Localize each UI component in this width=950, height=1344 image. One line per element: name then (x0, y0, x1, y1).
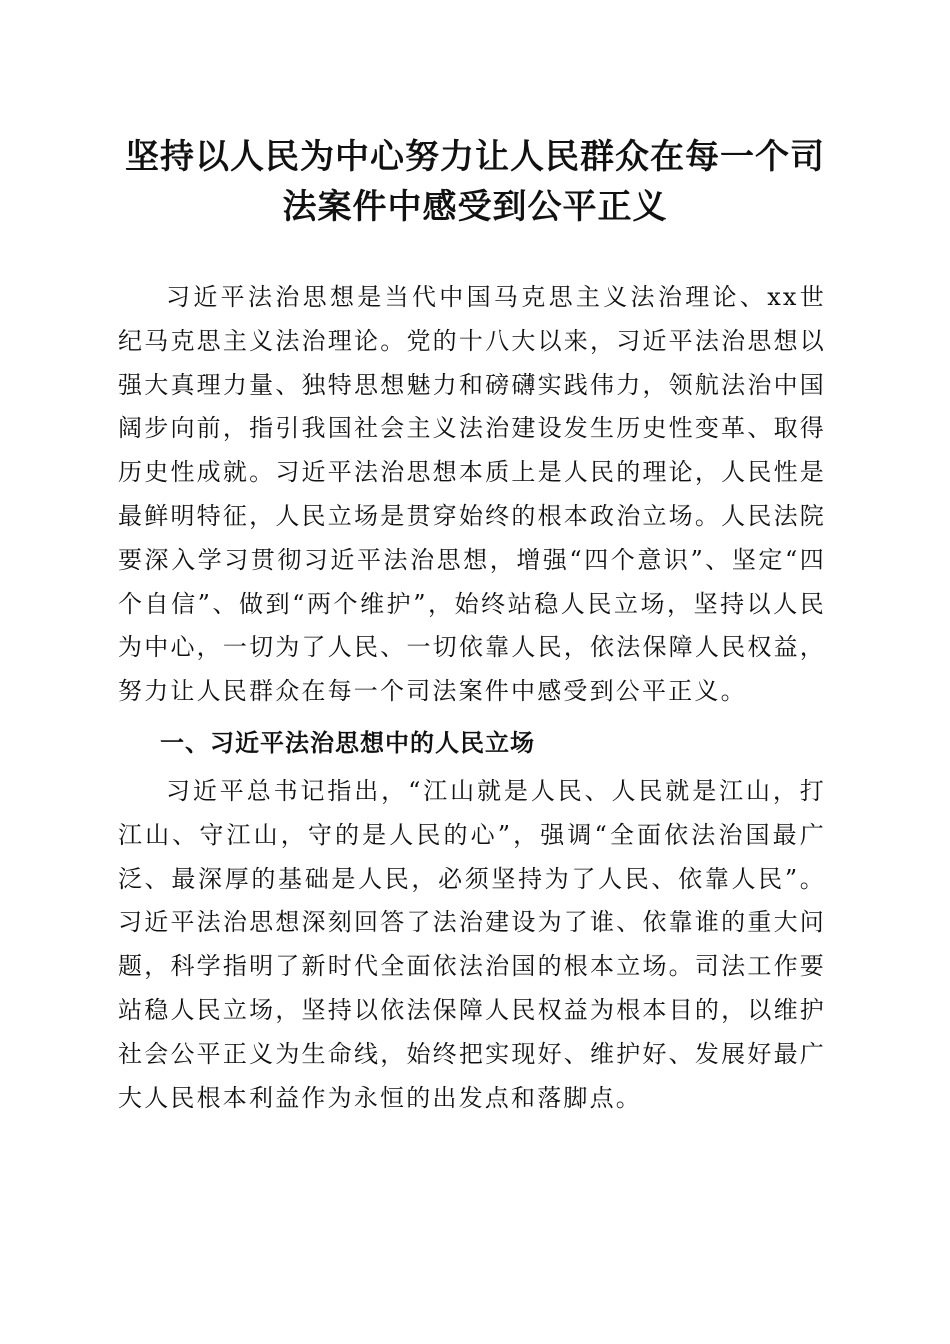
intro-paragraph: 习近平法治思想是当代中国马克思主义法治理论、xx世纪马克思主义法治理论。党的十八大以来，习近平法治思想以强大真理力量、独特思想魅力和磅礴实践伟力，领航法治中国阔步向前，指引我国社会主义法治建设发生历史性变革、取得历史性成就。习近平法治思想本质上是人民的理论，人民性是最鲜明特征，人民立场是贯穿始终的根本政治立场。人民法院要深入学习贯彻习近平法治思想，增强“四个意识”、坚定“四个自信”、做到“两个维护”，始终站稳人民立场，坚持以人民为中心，一切为了人民、一切依靠人民，依法保障人民权益，努力让人民群众在每一个司法案件中感受到公平正义。 (118, 283, 826, 706)
section-paragraph: 习近平总书记指出，“江山就是人民、人民就是江山，打江山、守江山，守的是人民的心”，强调“全面依法治国最广泛、最深厚的基础是人民，必须坚持为了人民、依靠人民”。习近平法治思想深刻回答了法治建设为了谁、依靠谁的重大问题，科学指明了新时代全面依法治国的根本立场。司法工作要站稳人民立场，坚持以依法保障人民权益为根本目的，以维护社会公平正义为生命线，始终把实现好、维护好、发展好最广大人民根本利益作为永恒的出发点和落脚点。 (118, 777, 826, 1112)
document-title: 坚持以人民为中心努力让人民群众在每一个司法案件中感受到公平正义 (125, 137, 825, 227)
section-heading: 一、习近平法治思想中的人民立场 (160, 729, 535, 757)
